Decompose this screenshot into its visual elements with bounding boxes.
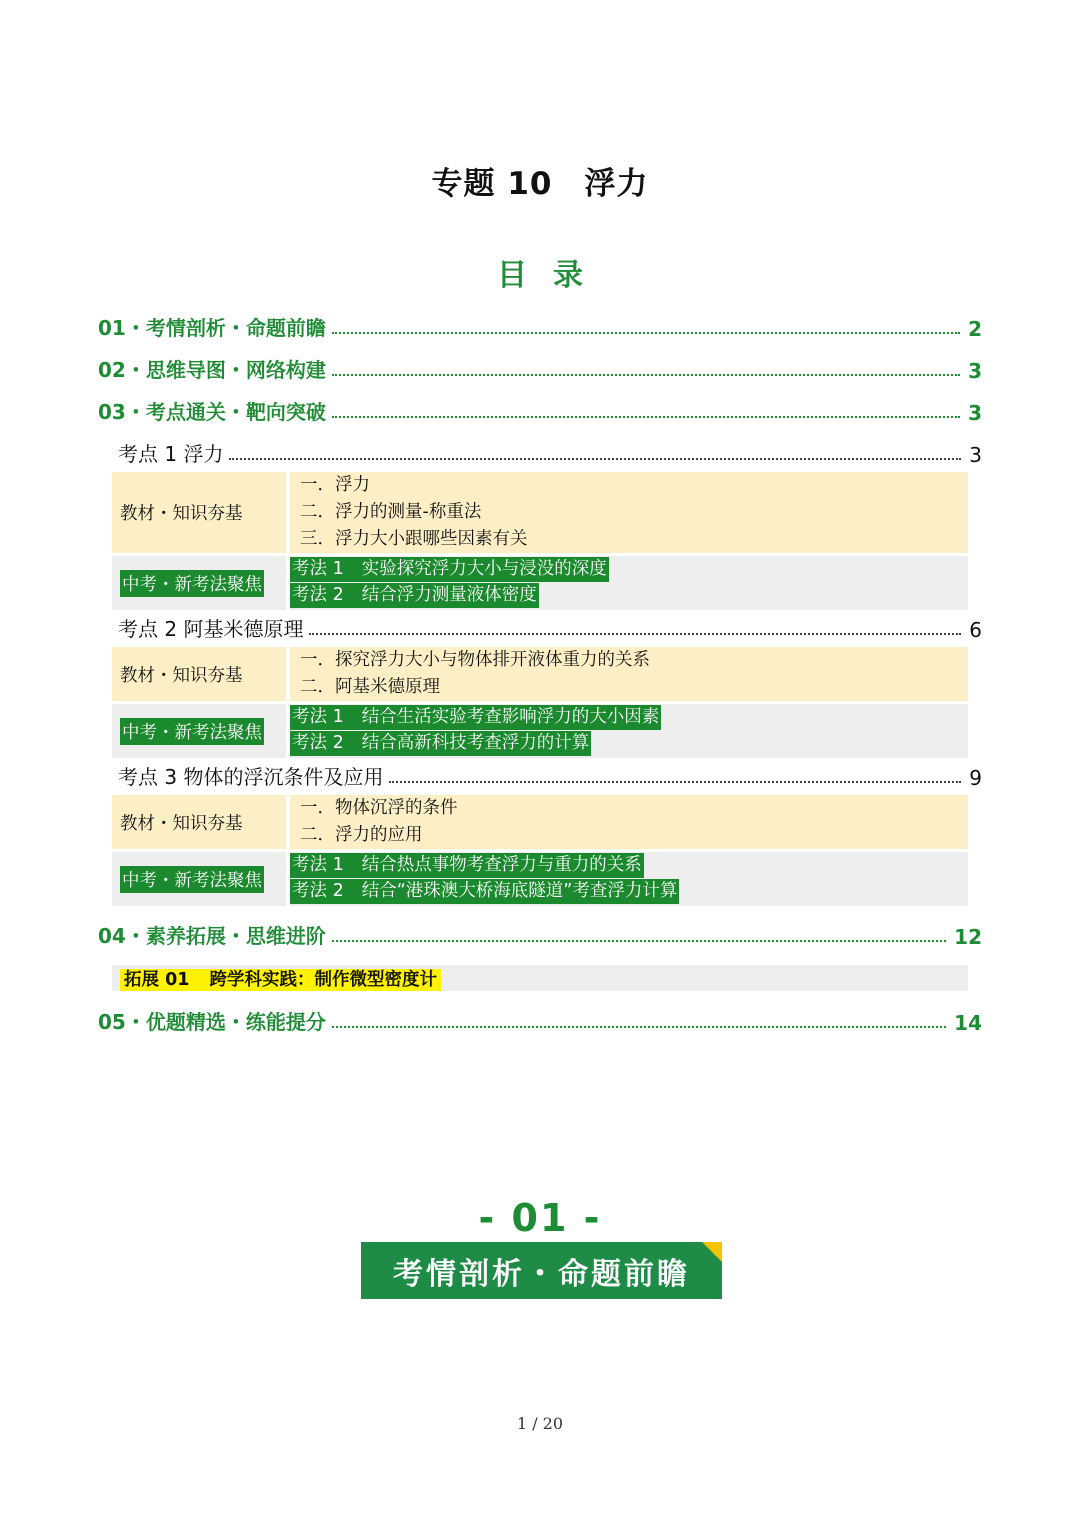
section-number: - 01 -: [478, 1196, 602, 1240]
toc-leader-dots: [332, 331, 960, 334]
exam-method[interactable]: [290, 853, 644, 878]
textbook-item[interactable]: 三．浮力大小跟哪些因素有关: [300, 529, 528, 549]
toc-leader-dots: [332, 939, 946, 942]
toc-section-03[interactable]: [98, 395, 982, 425]
textbook-item[interactable]: 二．浮力的应用: [300, 825, 423, 845]
method-text: 结合“港珠澳大桥海底隧道”考查浮力计算: [361, 881, 678, 901]
toc-page-number: 2: [968, 317, 982, 341]
toc-leader-dots: [332, 373, 960, 376]
exam-label: 中考・新考法聚焦: [120, 718, 264, 745]
toc-topic-label: 考点 2 阿基米德原理: [118, 617, 304, 641]
banner-corner-icon: [702, 1242, 722, 1262]
section-banner-text: 考情剖析・命题前瞻: [393, 1256, 690, 1292]
textbook-label: 教材・知识夯基: [112, 472, 286, 553]
toc-section-01[interactable]: [98, 311, 982, 341]
toc-topic-label: 考点 3 物体的浮沉条件及应用: [118, 765, 384, 789]
exam-method[interactable]: [290, 583, 539, 608]
exam-method[interactable]: [290, 705, 661, 730]
exam-label: 中考・新考法聚焦: [120, 570, 264, 597]
textbook-item[interactable]: 一．物体沉浮的条件: [300, 798, 458, 818]
exam-method[interactable]: [290, 731, 591, 756]
toc-section-label: 04・素养拓展・思维进阶: [98, 924, 326, 948]
method-text: 结合高新科技考查浮力的计算: [361, 733, 590, 753]
toc-topic-3[interactable]: [118, 760, 982, 790]
toc-leader-dots: [309, 632, 961, 635]
method-text: 结合热点事物考查浮力与重力的关系: [361, 855, 642, 875]
textbook-band-3: [112, 795, 968, 849]
exam-label-cell: [112, 852, 286, 906]
section-banner: [361, 1242, 722, 1299]
textbook-items: [290, 795, 968, 849]
page-title: 专题 10 浮力: [431, 166, 649, 202]
toc-section-02[interactable]: [98, 353, 982, 383]
toc-page-number: 6: [969, 618, 982, 642]
textbook-item[interactable]: 二．阿基米德原理: [300, 677, 440, 697]
method-mark: 考法 1: [292, 855, 344, 875]
textbook-band-1: [112, 472, 968, 553]
exam-label: 中考・新考法聚焦: [120, 866, 264, 893]
method-mark: 考法 2: [292, 733, 344, 753]
toc-section-label: 02・思维导图・网络构建: [98, 358, 326, 382]
textbook-label: 教材・知识夯基: [112, 647, 286, 701]
toc-section-04[interactable]: [98, 919, 982, 949]
exam-band-3: [112, 852, 968, 906]
toc-topic-1[interactable]: [118, 437, 982, 467]
exam-label-cell: [112, 556, 286, 610]
exam-methods: [290, 704, 968, 758]
method-text: 结合浮力测量液体密度: [361, 585, 537, 605]
toc-section-label: 01・考情剖析・命题前瞻: [98, 316, 326, 340]
textbook-label: 教材・知识夯基: [112, 795, 286, 849]
textbook-item[interactable]: 一．浮力: [300, 475, 370, 495]
exam-methods: [290, 852, 968, 906]
method-mark: 考法 2: [292, 881, 344, 901]
textbook-items: [290, 472, 968, 553]
exam-method[interactable]: [290, 557, 609, 582]
exam-method[interactable]: [290, 879, 679, 904]
method-text: 实验探究浮力大小与浸没的深度: [361, 559, 607, 579]
toc-page-number: 12: [954, 925, 982, 949]
textbook-item[interactable]: 一．探究浮力大小与物体排开液体重力的关系: [300, 650, 650, 670]
textbook-item[interactable]: 二．浮力的测量-称重法: [300, 502, 482, 522]
toc-page-number: 3: [968, 401, 982, 425]
method-mark: 考法 1: [292, 707, 344, 727]
extension-text: 跨学科实践：制作微型密度计: [209, 970, 437, 990]
extension-item[interactable]: [120, 966, 441, 991]
toc-heading: 目录: [497, 258, 609, 293]
toc-leader-dots: [389, 780, 961, 783]
exam-band-1: [112, 556, 968, 610]
exam-band-2: [112, 704, 968, 758]
exam-label-cell: [112, 704, 286, 758]
page-footer: 1 / 20: [516, 1414, 564, 1433]
toc-leader-dots: [332, 415, 960, 418]
method-text: 结合生活实验考查影响浮力的大小因素: [361, 707, 660, 727]
extension-mark: 拓展 01: [124, 970, 190, 990]
toc-leader-dots: [229, 457, 961, 460]
textbook-items: [290, 647, 968, 701]
textbook-band-2: [112, 647, 968, 701]
extension-tag: [120, 969, 441, 991]
toc-page-number: 14: [954, 1011, 982, 1035]
toc-topic-label: 考点 1 浮力: [118, 442, 224, 466]
toc-topic-2[interactable]: [118, 612, 982, 642]
extension-band: [112, 965, 968, 991]
toc-section-label: 03・考点通关・靶向突破: [98, 400, 326, 424]
toc-page-number: 3: [968, 359, 982, 383]
exam-methods: [290, 556, 968, 610]
method-mark: 考法 1: [292, 559, 344, 579]
toc-section-label: 05・优题精选・练能提分: [98, 1010, 326, 1034]
toc-page-number: 3: [969, 443, 982, 467]
method-mark: 考法 2: [292, 585, 344, 605]
toc-section-05[interactable]: [98, 1005, 982, 1035]
toc-page-number: 9: [969, 766, 982, 790]
toc-leader-dots: [332, 1025, 946, 1028]
